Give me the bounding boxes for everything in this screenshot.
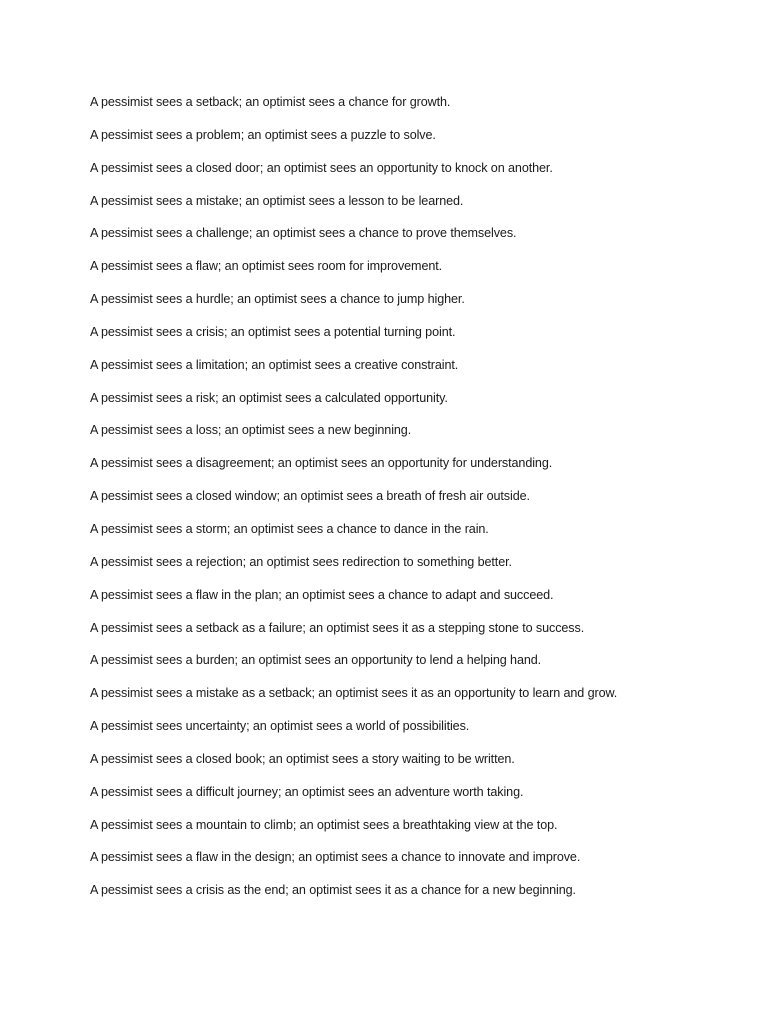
text-line: A pessimist sees a flaw in the plan; an optimist sees a chance to adapt and succeed.	[90, 587, 554, 602]
text-line: A pessimist sees a setback as a failure; an optimist sees it as a stepping stone to success.	[90, 620, 585, 635]
text-line: A pessimist sees uncertainty; an optimist sees a world of possibilities.	[90, 719, 470, 734]
text-line: A pessimist sees a risk; an optimist sees a calculated opportunity.	[90, 390, 448, 405]
text-line: A pessimist sees a storm; an optimist sees a chance to dance in the rain.	[90, 521, 489, 536]
text-line: A pessimist sees a crisis; an optimist sees a potential turning point.	[90, 324, 456, 339]
text-line: A pessimist sees a difficult journey; an optimist sees an adventure worth taking.	[90, 784, 524, 799]
text-line: A pessimist sees a setback; an optimist sees a chance for growth.	[90, 95, 451, 109]
text-line: A pessimist sees a mistake; an optimist sees a lesson to be learned.	[90, 193, 464, 208]
text-line: A pessimist sees a mistake as a setback; an optimist sees it as an opportunity to learn and grow.	[90, 686, 618, 701]
text-line: A pessimist sees a flaw; an optimist sees room for improvement.	[90, 259, 443, 274]
text-line: A pessimist sees a closed book; an optimist sees a story waiting to be written.	[90, 751, 515, 766]
text-line: A pessimist sees a challenge; an optimist sees a chance to prove themselves.	[90, 226, 517, 241]
text-lines	[90, 92, 740, 913]
text-line: A pessimist sees a crisis as the end; an optimist sees it as a chance for a new beginning.	[90, 883, 576, 898]
text-line: A pessimist sees a rejection; an optimist sees redirection to something better.	[90, 554, 512, 569]
text-line: A pessimist sees a loss; an optimist sees a new beginning.	[90, 423, 412, 438]
text-line: A pessimist sees a disagreement; an optimist sees an opportunity for understanding.	[90, 456, 553, 471]
text-line: A pessimist sees a hurdle; an optimist sees a chance to jump higher.	[90, 292, 465, 307]
text-line: A pessimist sees a closed door; an optimist sees an opportunity to knock on another.	[90, 160, 553, 175]
text-line: A pessimist sees a burden; an optimist sees an opportunity to lend a helping hand.	[90, 653, 542, 668]
text-line: A pessimist sees a flaw in the design; an optimist sees a chance to innovate and improve.	[90, 850, 581, 865]
text-line: A pessimist sees a mountain to climb; an optimist sees a breathtaking view at the top.	[90, 817, 558, 832]
text-line: A pessimist sees a limitation; an optimist sees a creative constraint.	[90, 357, 459, 372]
text-line: A pessimist sees a closed window; an optimist sees a breath of fresh air outside.	[90, 489, 530, 504]
text-line: A pessimist sees a problem; an optimist sees a puzzle to solve.	[90, 127, 436, 142]
